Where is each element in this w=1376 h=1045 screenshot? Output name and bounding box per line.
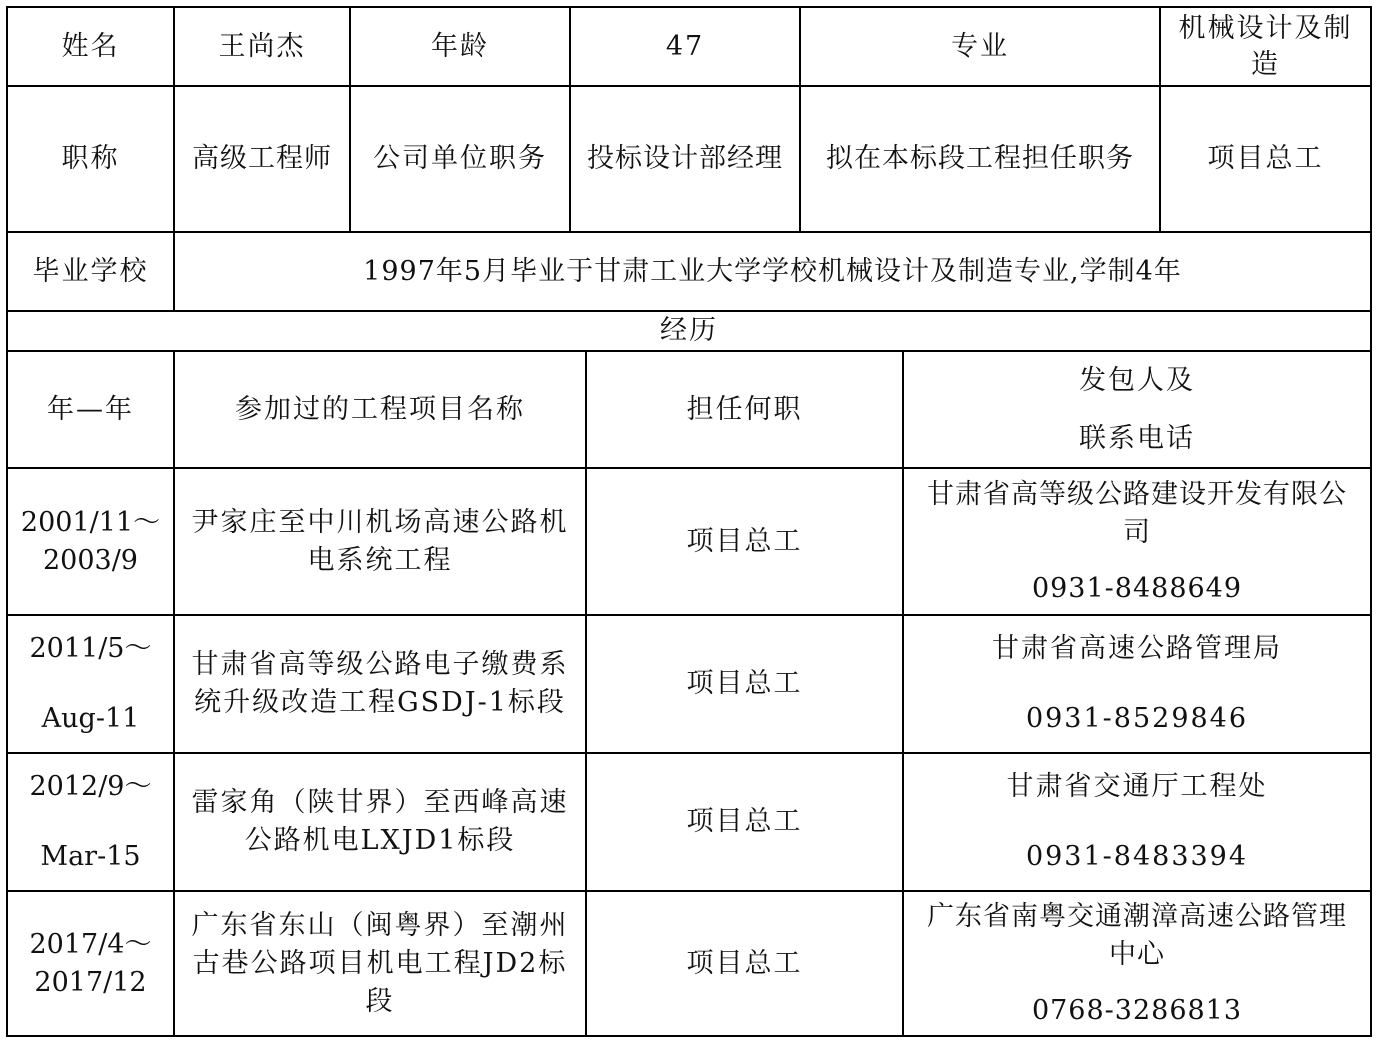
company-post-label: 公司单位职务 [373,143,547,174]
table-row-contact: 甘肃省高速公路管理局 0931-8529846 [992,633,1282,734]
table-row-contact: 甘肃省高等级公路建设开发有限公司 0931-8488649 [927,478,1347,604]
table-row-project: 尹家庄至中川机场高速公路机电系统工程 [191,506,569,576]
title-label: 职称 [61,143,120,174]
school-label: 毕业学校 [32,255,149,287]
table-row-contact: 广东省南粤交通潮漳高速公路管理中心 0768-3286813 [927,900,1347,1026]
name-value: 王尚杰 [218,30,306,62]
proposed-post-label: 拟在本标段工程担任职务 [826,143,1134,174]
table-row-role: 项目总工 [686,947,803,979]
company-post-value: 投标设计部经理 [587,143,783,174]
name-label: 姓名 [61,30,120,62]
age-value: 47 [665,30,705,62]
col-years-header: 年—年 [47,393,134,425]
table-row-years: 2001/11～ 2003/9 [20,506,161,576]
col-role-header: 担任何职 [686,393,803,425]
table-row-years: 2011/5～ Aug-11 [29,633,152,734]
table-row-project: 广东省东山（闽粤界）至潮州古巷公路项目机电工程JD2标段 [191,909,569,1017]
major-label: 专业 [951,30,1009,62]
table-row-project: 甘肃省高等级公路电子缴费系统升级改造工程GSDJ-1标段 [191,649,569,718]
age-label: 年龄 [431,30,489,62]
col-contact-header: 发包人及 联系电话 [1079,364,1195,454]
school-value: 1997年5月毕业于甘肃工业大学学校机械设计及制造专业,学制4年 [363,255,1182,287]
major-value: 机械设计及制造 [1178,12,1353,80]
table-row-project: 雷家角（陕甘界）至西峰高速公路机电LXJD1标段 [191,787,569,856]
table-row-role: 项目总工 [686,668,803,699]
table-row-contact: 甘肃省交通厅工程处 0931-8483394 [1006,771,1268,872]
table-row-years: 2017/4～ 2017/12 [29,928,152,998]
experience-section-title: 经历 [660,315,718,346]
col-project-header: 参加过的工程项目名称 [235,393,525,425]
table-row-role: 项目总工 [686,806,803,837]
table-row-role: 项目总工 [686,525,803,557]
proposed-post-value: 项目总工 [1207,143,1324,174]
table-row-years: 2012/9～ Mar-15 [29,771,152,872]
title-value: 高级工程师 [192,143,332,174]
